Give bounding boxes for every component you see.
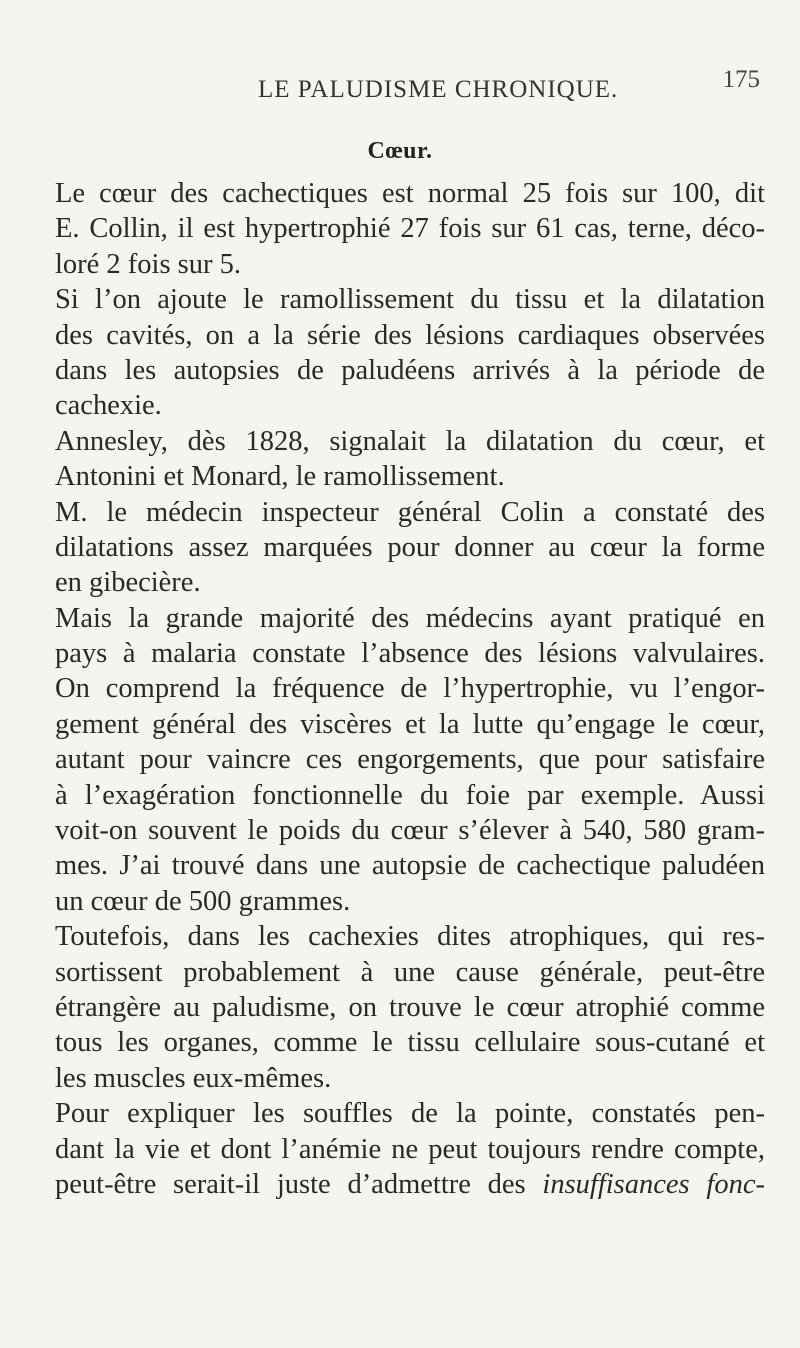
- text-line: M. le médecin inspecteur général Colin a constaté des: [55, 496, 765, 528]
- text-line: Pour expliquer les souffles de la pointe, constatés pen-: [55, 1098, 765, 1130]
- text-line: un cœur de 500 grammes.: [55, 885, 351, 917]
- text-line: voit-on souvent le poids du cœur s’élever à 540, 580 gram-: [55, 815, 765, 847]
- text-line: dant la vie et dont l’anémie ne peut toujours rendre compte,: [55, 1133, 765, 1165]
- text-line: pays à malaria constate l’absence des lésions valvulaires.: [55, 638, 765, 670]
- text-line: cachexie.: [55, 390, 162, 422]
- text-line: E. Collin, il est hypertrophié 27 fois sur 61 cas, terne, déco-: [55, 213, 765, 245]
- text-line: gement général des viscères et la lutte qu’engage le cœur,: [55, 708, 765, 740]
- text-line: dilatations assez marquées pour donner au cœur la forme: [55, 531, 765, 563]
- text-line: des cavités, on a la série des lésions cardiaques observées: [55, 319, 765, 351]
- text-line: Le cœur des cachectiques est normal 25 fois sur 100, dit: [55, 178, 765, 209]
- text-line: dans les autopsies de paludéens arrivés à la période de: [55, 354, 765, 386]
- text-line: Antonini et Monard, le ramollissement.: [55, 461, 505, 493]
- text-line: Si l’on ajoute le ramollissement du tissu et la dilatation: [55, 284, 765, 316]
- text-line-prefix: peut-être serait-il juste d’admettre des: [55, 1168, 543, 1200]
- text-line: loré 2 fois sur 5.: [55, 248, 242, 280]
- section-heading: Cœur.: [367, 138, 433, 164]
- text-line: à l’exagération fonctionnelle du foie par exemple. Aussi: [55, 779, 765, 811]
- text-line: mes. J’ai trouvé dans une autopsie de cachectique paludéen: [55, 850, 765, 882]
- body-text: [55, 176, 765, 1202]
- running-head: [0, 66, 800, 106]
- text-line: On comprend la fréquence de l’hypertrophie, vu l’engor-: [55, 673, 765, 705]
- text-line: étrangère au paludisme, on trouve le cœur atrophié comme: [55, 991, 765, 1023]
- page-number: 175: [722, 66, 760, 93]
- text-line: Toutefois, dans les cachexies dites atrophiques, qui res-: [55, 921, 765, 953]
- text-line: autant pour vaincre ces engorgements, que pour satisfaire: [55, 744, 765, 776]
- running-title: LE PALUDISME CHRONIQUE.: [258, 76, 619, 103]
- text-line: Annesley, dès 1828, signalait la dilatation du cœur, et: [55, 425, 765, 457]
- text-line: tous les organes, comme le tissu cellulaire sous-cutané et: [55, 1027, 765, 1059]
- italic-term: insuffisances fonc-: [542, 1168, 765, 1200]
- text-line: Mais la grande majorité des médecins ayant pratiqué en: [55, 602, 765, 634]
- text-line: sortissent probablement à une cause générale, peut-être: [55, 956, 765, 988]
- text-line: [55, 1167, 765, 1202]
- text-line: en gibecière.: [55, 567, 201, 599]
- text-line: les muscles eux-mêmes.: [55, 1062, 332, 1094]
